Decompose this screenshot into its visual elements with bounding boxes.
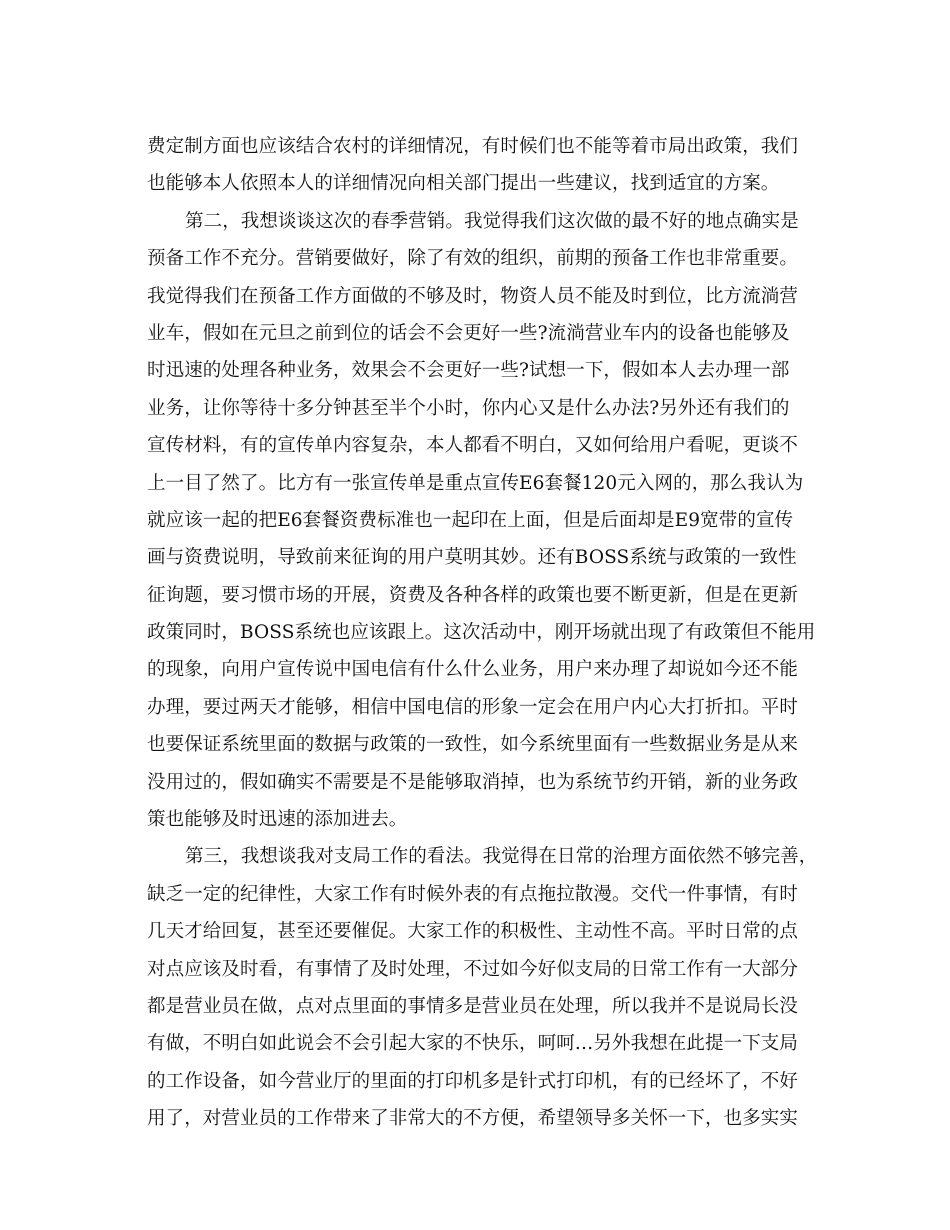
body-text — [147, 128, 818, 1138]
text-line: 业务，让你等待十多分钟甚至半个小时，你内心又是什么办法?另外还有我们的 — [147, 397, 790, 419]
paragraph-start-line: 第三，我想谈我对支局工作的看法。我觉得在日常的治理方面依然不够完善， — [185, 846, 818, 868]
paragraph-start-line: 第二，我想谈谈这次的春季营销。我觉得我们这次做的最不好的地点确实是 — [185, 210, 799, 232]
text-line: 宣传材料，有的宣传单内容复杂，本人都看不明白，又如何给用户看呢，更谈不 — [147, 435, 799, 457]
text-line: 办理，要过两天才能够，相信中国电信的形象一定会在用户内心大打折扣。平时 — [147, 696, 799, 718]
text-line: 的工作设备，如今营业厅的里面的打印机多是针式打印机，有的已经坏了，不好 — [147, 1070, 799, 1092]
text-line: 的现象，向用户宣传说中国电信有什么什么业务，用户来办理了却说如今还不能 — [147, 659, 799, 681]
text-line: 就应该一起的把E6套餐资费标准也一起印在上面，但是后面却是E9宽带的宣传 — [147, 509, 794, 531]
text-line: 上一目了然了。比方有一张宣传单是重点宣传E6套餐120元入网的，那么我认为 — [147, 472, 804, 494]
text-line: 征询题，要习惯市场的开展，资费及各种各样的政策也要不断更新，但是在更新 — [147, 584, 799, 606]
text-line: 缺乏一定的纪律性，大家工作有时候外表的有点拖拉散漫。交代一件事情，有时 — [147, 883, 799, 905]
text-line: 几天才给回复，甚至还要催促。大家工作的积极性、主动性不高。平时日常的点 — [147, 921, 799, 943]
text-line: 对点应该及时看，有事情了及时处理，不过如今好似支局的日常工作有一大部分 — [147, 958, 799, 980]
text-line: 有做，不明白如此说会不会引起大家的不快乐，呵呵…另外我想在此提一下支局 — [147, 1033, 799, 1055]
text-line: 都是营业员在做，点对点里面的事情多是营业员在处理，所以我并不是说局长没 — [147, 995, 799, 1017]
text-line: 预备工作不充分。营销要做好，除了有效的组织，前期的预备工作也非常重要。 — [147, 248, 799, 270]
text-line: 业车，假如在元旦之前到位的话会不会更好一些?流淌营业车内的设备也能够及 — [147, 322, 790, 344]
text-line: 用了，对营业员的工作带来了非常大的不方便，希望领导多关怀一下，也多实实 — [147, 1108, 799, 1130]
text-line: 策也能够及时迅速的添加进去。 — [147, 809, 408, 831]
text-line: 也能够本人依照本人的详细情况向相关部门提出一些建议，找到适宜的方案。 — [147, 173, 780, 195]
text-line: 画与资费说明，导致前来征询的用户莫明其妙。还有BOSS系统与政策的一致性 — [147, 547, 797, 569]
text-line: 时迅速的处理各种业务，效果会不会更好一些?试想一下，假如本人去办理一部 — [147, 360, 790, 382]
text-line: 没用过的，假如确实不需要是不是能够取消掉，也为系统节约开销，新的业务政 — [147, 771, 799, 793]
text-line: 也要保证系统里面的数据与政策的一致性，如今系统里面有一些数据业务是从来 — [147, 734, 799, 756]
text-line: 政策同时，BOSS系统也应该跟上。这次活动中，刚开场就出现了有政策但不能用 — [147, 622, 816, 644]
text-line: 我觉得我们在预备工作方面做的不够及时，物资人员不能及时到位，比方流淌营 — [147, 285, 799, 307]
text-line: 费定制方面也应该结合农村的详细情况，有时候们也不能等着市局出政策，我们 — [147, 136, 799, 157]
